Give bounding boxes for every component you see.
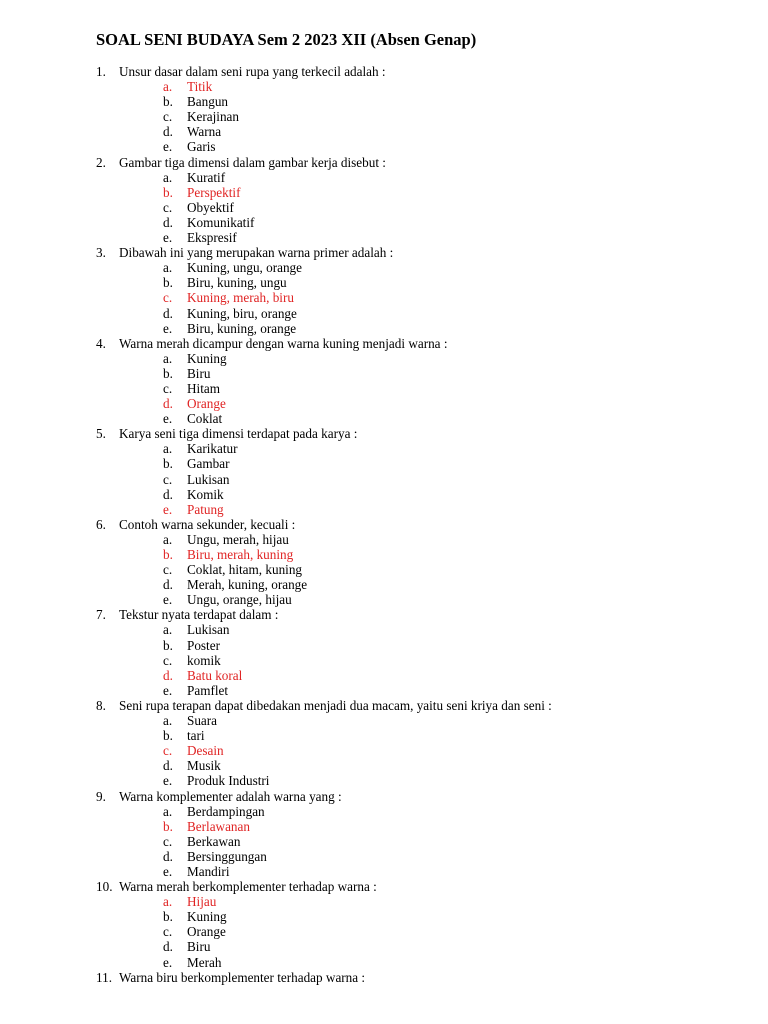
option-text: Kuning (187, 909, 227, 925)
answer-option (0, 366, 768, 381)
answer-option (0, 653, 768, 668)
option-text: Biru (187, 939, 211, 955)
question-text: Warna biru berkomplementer terhadap warna : (119, 969, 366, 985)
option-text: Bangun (187, 94, 229, 110)
option-text: Merah, kuning, orange (187, 577, 308, 593)
answer-option-correct (0, 396, 768, 411)
option-letter: b. (163, 275, 173, 291)
option-text: Lukisan (187, 622, 230, 638)
answer-option (0, 215, 768, 230)
question-number: 7. (96, 607, 106, 623)
answer-option (0, 139, 768, 154)
question-text: Warna merah dicampur dengan warna kuning menjadi warna : (119, 335, 448, 351)
answer-option (0, 773, 768, 788)
option-text: Berkawan (187, 833, 241, 849)
option-text: Kuning, ungu, orange (187, 260, 303, 276)
option-text: Hitam (187, 380, 220, 396)
option-letter: d. (163, 305, 173, 321)
option-letter: c. (163, 562, 173, 578)
option-text: Mandiri (187, 863, 230, 879)
option-text: Patung (187, 501, 224, 517)
option-letter: c. (163, 290, 173, 306)
answer-option (0, 200, 768, 215)
option-text: Kerajinan (187, 109, 239, 125)
option-text: Ungu, orange, hijau (187, 592, 292, 608)
answer-option (0, 758, 768, 773)
answer-option (0, 109, 768, 124)
answer-option (0, 411, 768, 426)
option-text: Batu koral (187, 667, 243, 683)
option-letter: d. (163, 577, 173, 593)
option-letter: d. (163, 124, 173, 140)
question-8 (0, 698, 768, 713)
option-text: Komunikatif (187, 214, 255, 230)
answer-option-correct (0, 894, 768, 909)
answer-option (0, 306, 768, 321)
option-letter: c. (163, 199, 173, 215)
question-number: 10. (96, 879, 113, 895)
option-letter: d. (163, 214, 173, 230)
question-6 (0, 517, 768, 532)
question-list (0, 64, 768, 985)
option-text: Poster (187, 637, 220, 653)
option-text: Hijau (187, 894, 217, 910)
option-letter: a. (163, 169, 173, 185)
option-letter: e. (163, 682, 173, 698)
question-4 (0, 336, 768, 351)
answer-option (0, 728, 768, 743)
question-number: 5. (96, 426, 106, 442)
option-letter: e. (163, 320, 173, 336)
option-letter: a. (163, 531, 173, 547)
option-text: Biru (187, 365, 211, 381)
option-letter: a. (163, 441, 173, 457)
answer-option (0, 592, 768, 607)
option-text: Kuratif (187, 169, 226, 185)
question-11 (0, 970, 768, 985)
option-letter: a. (163, 713, 173, 729)
question-number: 9. (96, 788, 106, 804)
answer-option (0, 472, 768, 487)
option-text: Orange (187, 924, 226, 940)
question-number: 3. (96, 245, 106, 261)
option-text: Obyektif (187, 199, 234, 215)
option-letter: e. (163, 411, 173, 427)
option-text: Desain (187, 743, 224, 759)
option-letter: b. (163, 909, 173, 925)
option-letter: c. (163, 380, 173, 396)
option-text: Gambar (187, 456, 230, 472)
question-text: Dibawah ini yang merupakan warna primer adalah : (119, 245, 394, 261)
answer-option (0, 456, 768, 471)
answer-option-correct (0, 743, 768, 758)
question-text: Unsur dasar dalam seni rupa yang terkecil adalah : (119, 64, 386, 79)
option-letter: e. (163, 773, 173, 789)
answer-option (0, 834, 768, 849)
option-letter: b. (163, 94, 173, 110)
option-letter: b. (163, 818, 173, 834)
option-letter: e. (163, 501, 173, 517)
question-5 (0, 426, 768, 441)
answer-option-correct (0, 668, 768, 683)
option-text: Ungu, merah, hijau (187, 531, 289, 547)
answer-option (0, 230, 768, 245)
option-text: Coklat (187, 411, 223, 427)
answer-option-correct (0, 185, 768, 200)
question-text: Seni rupa terapan dapat dibedakan menjadi dua macam, yaitu seni kriya dan seni : (119, 697, 552, 713)
option-text: Titik (187, 79, 213, 95)
question-text: Tekstur nyata terdapat dalam : (119, 607, 279, 623)
option-letter: a. (163, 803, 173, 819)
answer-option (0, 924, 768, 939)
option-letter: e. (163, 139, 173, 155)
option-letter: b. (163, 728, 173, 744)
answer-option (0, 577, 768, 592)
option-letter: b. (163, 637, 173, 653)
option-text: Komik (187, 486, 224, 502)
option-text: Orange (187, 396, 226, 412)
option-text: Ekspresif (187, 230, 237, 246)
answer-option (0, 351, 768, 366)
question-number: 11. (96, 969, 112, 985)
answer-option (0, 260, 768, 275)
question-text: Gambar tiga dimensi dalam gambar kerja disebut : (119, 154, 386, 170)
answer-option (0, 713, 768, 728)
question-number: 1. (96, 64, 106, 79)
option-text: Perspektif (187, 184, 241, 200)
answer-option (0, 381, 768, 396)
option-letter: e. (163, 592, 173, 608)
answer-option (0, 939, 768, 954)
option-text: Kuning, merah, biru (187, 290, 294, 306)
answer-option (0, 170, 768, 185)
option-letter: a. (163, 894, 173, 910)
answer-option-correct (0, 819, 768, 834)
answer-option (0, 532, 768, 547)
question-2 (0, 155, 768, 170)
question-text: Warna komplementer adalah warna yang : (119, 788, 342, 804)
question-text: Contoh warna sekunder, kecuali : (119, 516, 296, 532)
question-number: 4. (96, 335, 106, 351)
option-letter: e. (163, 954, 173, 970)
option-letter: d. (163, 939, 173, 955)
question-3 (0, 245, 768, 260)
answer-option (0, 275, 768, 290)
option-letter: a. (163, 350, 173, 366)
option-letter: d. (163, 486, 173, 502)
answer-option (0, 562, 768, 577)
option-letter: d. (163, 667, 173, 683)
question-7 (0, 607, 768, 622)
option-text: Lukisan (187, 471, 230, 487)
option-text: Berdampingan (187, 803, 265, 819)
option-text: Biru, kuning, orange (187, 320, 297, 336)
option-letter: c. (163, 652, 173, 668)
answer-option (0, 638, 768, 653)
answer-option-correct (0, 290, 768, 305)
question-10 (0, 879, 768, 894)
option-letter: b. (163, 365, 173, 381)
answer-option (0, 622, 768, 637)
option-letter: d. (163, 758, 173, 774)
answer-option (0, 683, 768, 698)
option-letter: b. (163, 184, 173, 200)
answer-option (0, 441, 768, 456)
answer-option (0, 804, 768, 819)
option-letter: c. (163, 924, 173, 940)
option-text: Musik (187, 758, 221, 774)
question-text: Warna merah berkomplementer terhadap warna : (119, 879, 377, 895)
option-letter: a. (163, 622, 173, 638)
answer-option (0, 487, 768, 502)
option-letter: c. (163, 109, 173, 125)
answer-option (0, 124, 768, 139)
option-letter: e. (163, 863, 173, 879)
answer-option (0, 849, 768, 864)
option-letter: c. (163, 833, 173, 849)
option-letter: e. (163, 230, 173, 246)
option-text: Coklat, hitam, kuning (187, 562, 303, 578)
answer-option (0, 955, 768, 970)
option-text: komik (187, 652, 221, 668)
question-1 (0, 64, 768, 79)
question-number: 2. (96, 154, 106, 170)
question-9 (0, 789, 768, 804)
option-letter: b. (163, 456, 173, 472)
option-letter: a. (163, 79, 173, 95)
option-letter: c. (163, 743, 173, 759)
answer-option-correct (0, 547, 768, 562)
question-number: 8. (96, 697, 106, 713)
option-text: Kuning, biru, orange (187, 305, 297, 321)
answer-option (0, 94, 768, 109)
option-letter: b. (163, 547, 173, 562)
option-text: Biru, kuning, ungu (187, 275, 287, 291)
question-number: 6. (96, 516, 106, 532)
document-title: SOAL SENI BUDAYA Sem 2 2023 XII (Absen Genap) (96, 30, 477, 49)
option-text: Merah (187, 954, 222, 970)
option-letter: a. (163, 260, 173, 276)
option-text: Karikatur (187, 441, 238, 457)
answer-option (0, 909, 768, 924)
answer-option-correct (0, 502, 768, 517)
option-letter: d. (163, 396, 173, 412)
answer-option (0, 321, 768, 336)
answer-option (0, 864, 768, 879)
option-text: Garis (187, 139, 216, 155)
option-letter: d. (163, 848, 173, 864)
option-text: Kuning (187, 350, 227, 366)
option-text: Bersinggungan (187, 848, 267, 864)
option-text: Suara (187, 713, 218, 729)
option-text: Berlawanan (187, 818, 250, 834)
question-text: Karya seni tiga dimensi terdapat pada karya : (119, 426, 358, 442)
option-text: Pamflet (187, 682, 229, 698)
option-letter: c. (163, 471, 173, 487)
option-text: tari (187, 728, 205, 744)
answer-option-correct (0, 79, 768, 94)
option-text: Produk Industri (187, 773, 270, 789)
option-text: Warna (187, 124, 222, 140)
option-text: Biru, merah, kuning (187, 547, 294, 562)
